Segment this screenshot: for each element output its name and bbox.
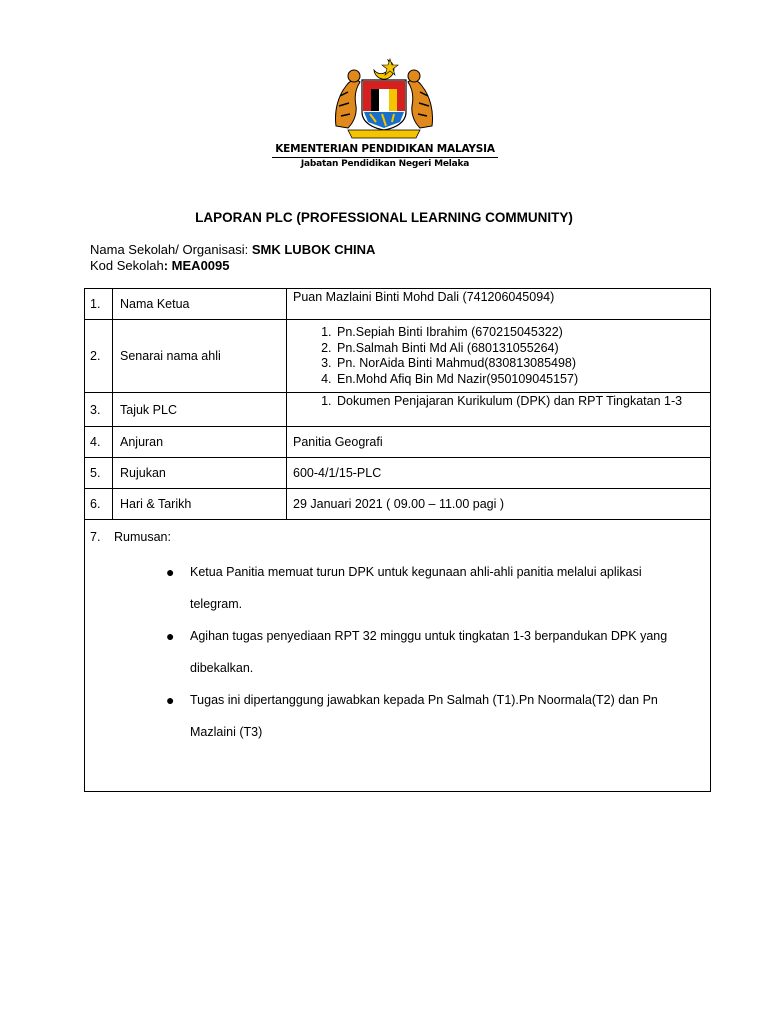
school-info [90,242,375,274]
row-label: Tajuk PLC [113,393,287,427]
list-item: 3. Pn. NorAida Binti Mahmud(830813085498) [335,356,710,372]
malaysia-coat-of-arms-icon [330,56,438,140]
table-row [85,393,711,427]
bullet-icon: ● [166,692,175,708]
school-code-value: : MEA0095 [163,258,230,273]
list-item [166,684,710,748]
row-value: 600-4/1/15-PLC [287,458,711,489]
table-row [85,289,711,320]
row-label: Senarai nama ahli [113,320,287,393]
school-name-label: Nama Sekolah/ Organisasi: [90,242,252,257]
row-value [287,393,711,427]
table-row [85,458,711,489]
department-name: Jabatan Pendidikan Negeri Melaka [300,159,470,169]
table-row [85,520,711,792]
list-item [166,556,710,620]
list-item: 2. Pn.Salmah Binti Md Ali (680131055264) [335,341,710,357]
bullet-icon: ● [166,564,175,580]
row-number: 6. [85,489,113,520]
summary-text: Ketua Panitia memuat turun DPK untuk kegunaan ahli-ahli panitia melalui aplikasi telegram. [190,565,642,611]
row-number: 4. [85,427,113,458]
row-number: 3. [85,393,113,427]
row-number: 7. [90,530,101,544]
summary-text: Agihan tugas penyediaan RPT 32 minggu untuk tingkatan 1-3 berpandukan DPK yang dibekalkan. [190,629,668,675]
table-row [85,427,711,458]
row-value: 29 Januari 2021 ( 09.00 – 11.00 pagi ) [287,489,711,520]
row-label: Rujukan [113,458,287,489]
table-row [85,320,711,393]
row-number: 5. [85,458,113,489]
ministry-header [272,143,498,169]
list-item: 1. Dokumen Penjajaran Kurikulum (DPK) dan RPT Tingkatan 1-3 [335,394,710,410]
row-value: Puan Mazlaini Binti Mohd Dali (741206045094) [287,289,711,320]
school-name-value: SMK LUBOK CHINA [251,242,376,257]
list-item: 1. Pn.Sepiah Binti Ibrahim (670215045322) [335,325,710,341]
row-label: Hari & Tarikh [113,489,287,520]
school-name-line [90,242,375,258]
summary-list [90,556,710,748]
bullet-icon: ● [166,628,175,644]
document-title: LAPORAN PLC (PROFESSIONAL LEARNING COMMUNITY) [195,210,573,225]
member-list [293,325,710,387]
summary-cell [85,520,711,792]
report-table [84,288,711,792]
row-label: Anjuran [113,427,287,458]
row-label: Nama Ketua [113,289,287,320]
list-item: 4. En.Mohd Afiq Bin Md Nazir(950109045157) [335,372,710,388]
topic-list [293,394,710,410]
list-item [166,620,710,684]
row-value: Panitia Geografi [287,427,711,458]
summary-text: Tugas ini dipertanggung jawabkan kepada Pn Salmah (T1).Pn Noormala(T2) dan Pn Mazlaini (T3) [190,693,658,739]
ministry-name: KEMENTERIAN PENDIDIKAN MALAYSIA [272,143,498,158]
school-code-label: Kod Sekolah [90,258,164,273]
row-number: 1. [85,289,113,320]
row-number: 2. [85,320,113,393]
table-row [85,489,711,520]
row-value [287,320,711,393]
school-code-line [90,258,375,274]
summary-heading [90,530,710,544]
summary-label: Rumusan: [114,530,171,544]
